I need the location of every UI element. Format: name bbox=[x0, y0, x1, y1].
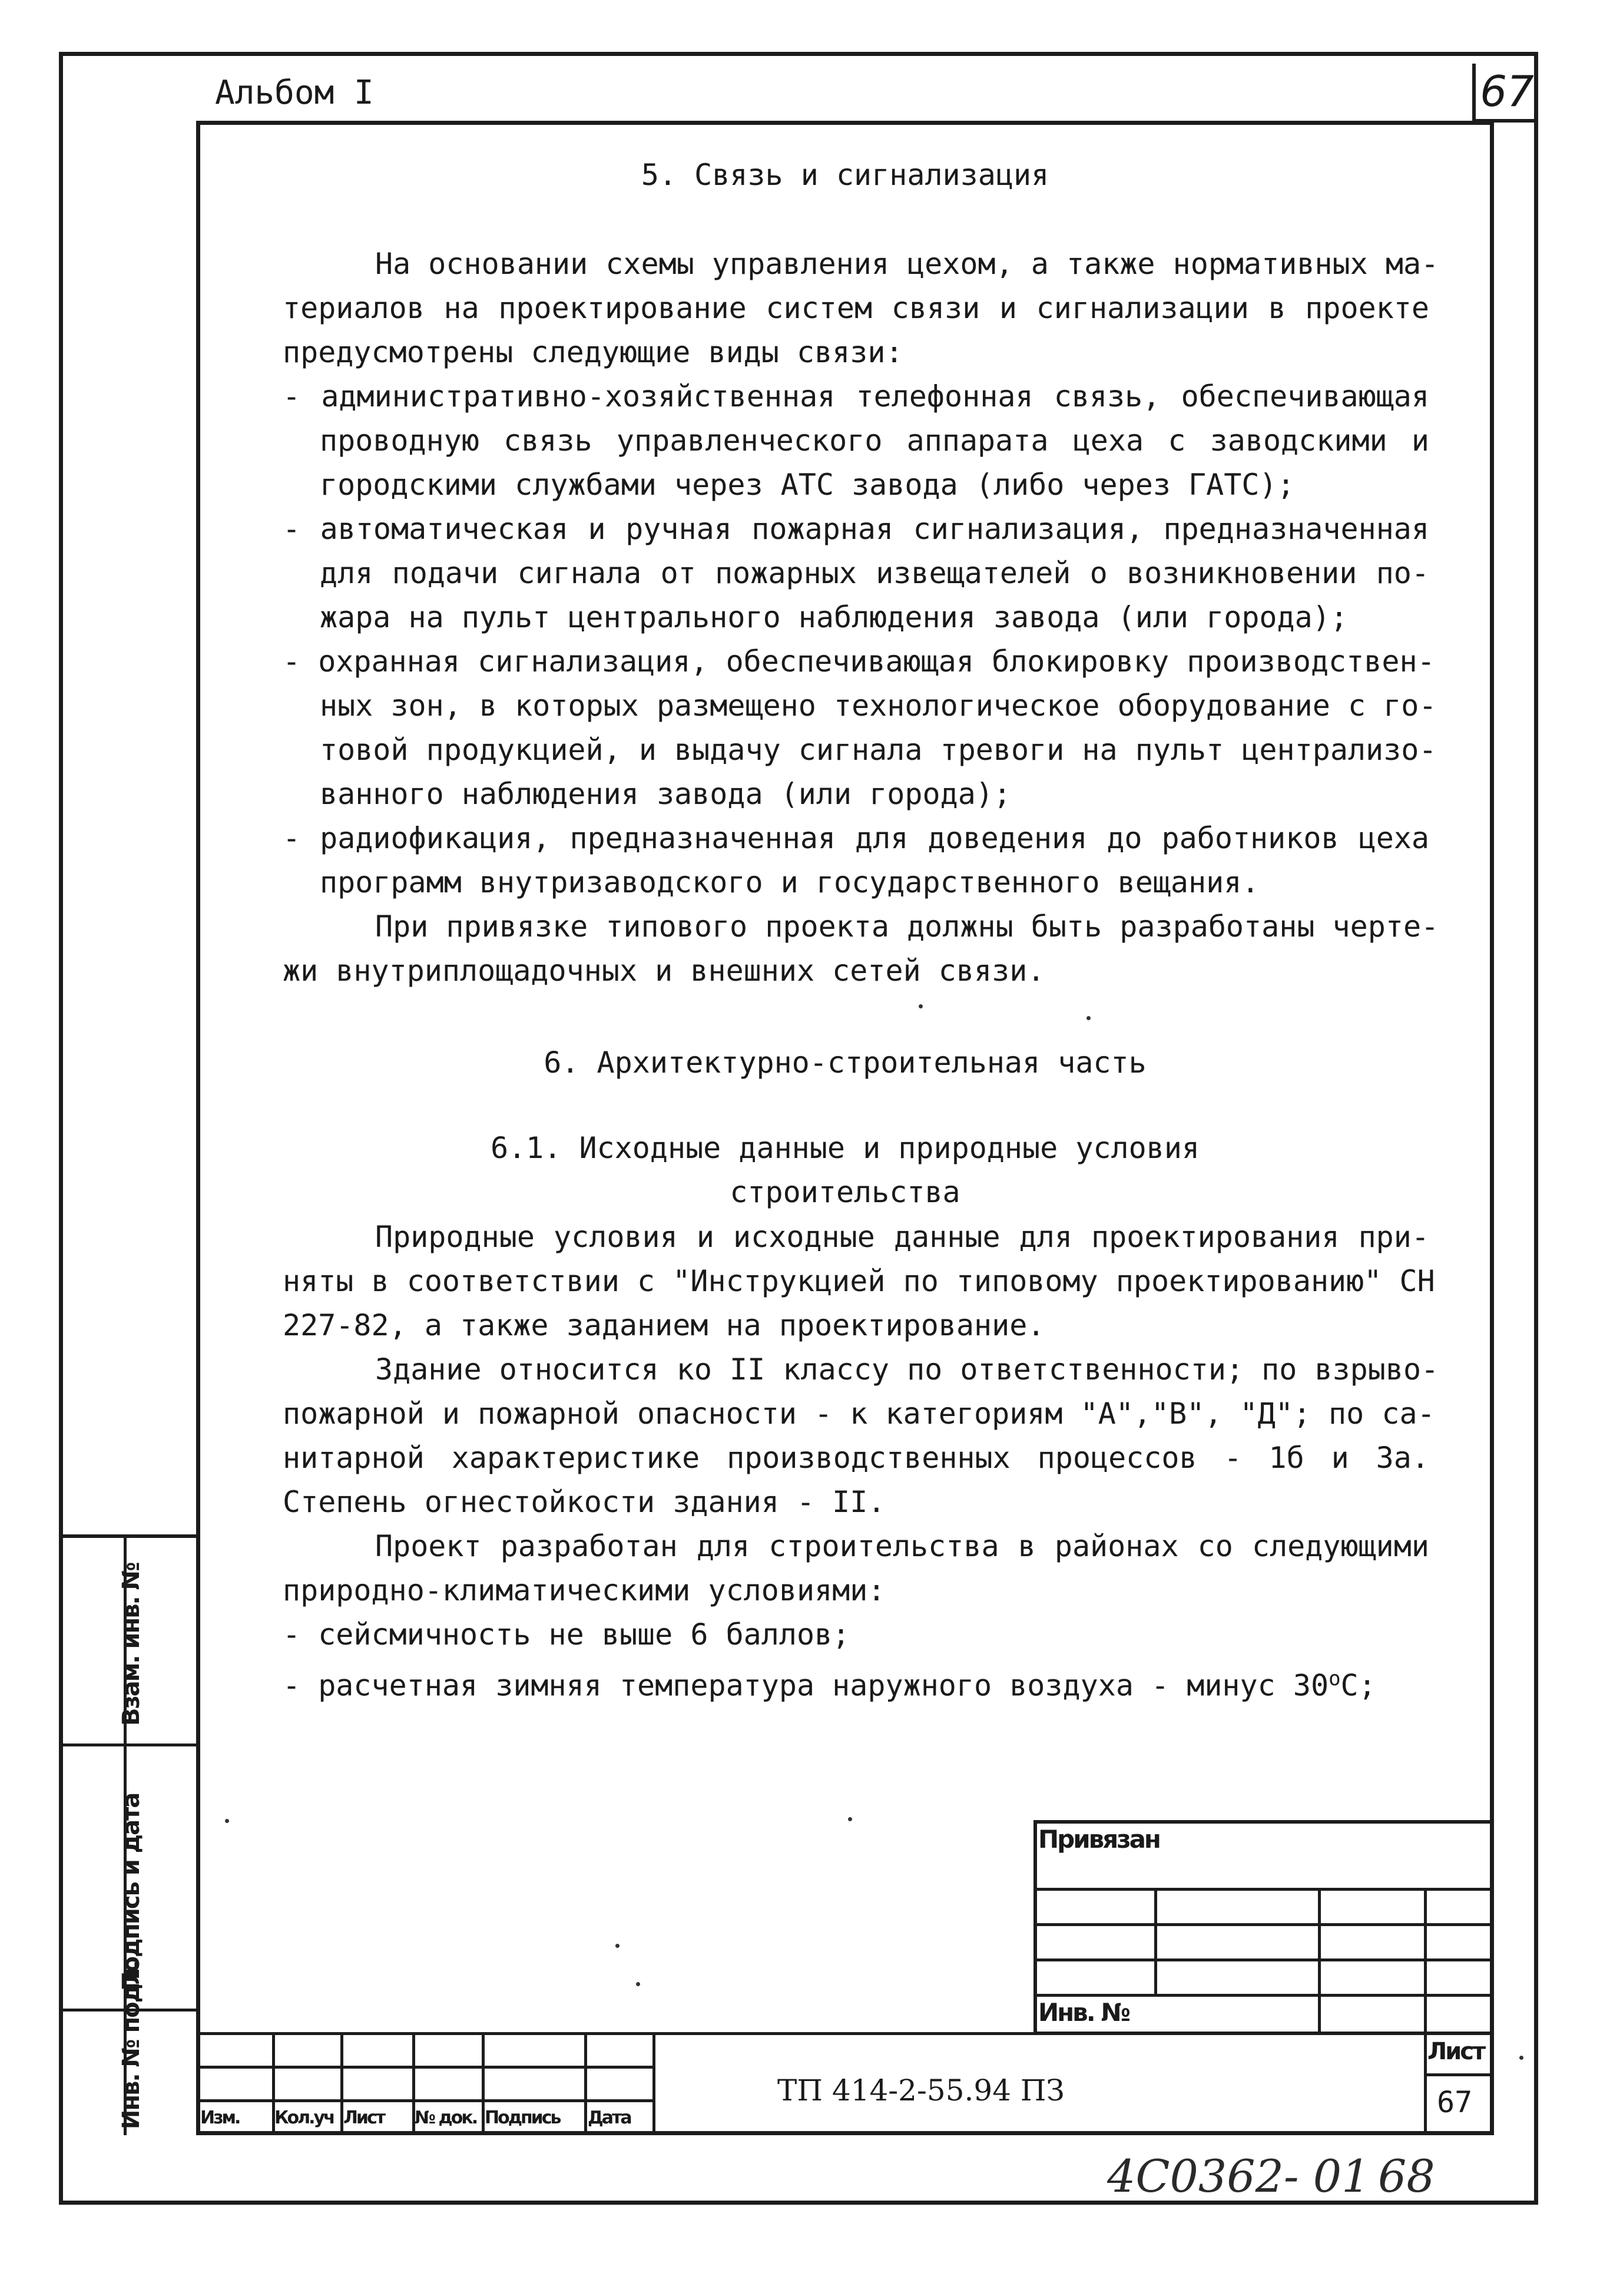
speck bbox=[848, 1817, 852, 1821]
section6-title: 6. Архитектурно-строительная часть bbox=[544, 1046, 1147, 1080]
section5-title: 5. Связь и сигнализация bbox=[641, 158, 1049, 192]
s5-line-7: для подачи сигнала от пожарных извещателей о возникновении по- bbox=[320, 556, 1429, 590]
privyazan-col-line bbox=[1424, 1888, 1427, 2035]
inv-podl-label: Инв. № подл. bbox=[118, 1961, 145, 2129]
speck bbox=[1519, 2056, 1523, 2060]
sheet-row-line bbox=[1424, 2073, 1494, 2076]
s5-line-4: проводную связь управленческого аппарата цеха с заводскими и bbox=[320, 424, 1429, 458]
col-kol-uch: Кол.уч bbox=[274, 2108, 334, 2128]
s6-line-3: Здание относится ко II классу по ответственности; по взрыво- bbox=[375, 1352, 1439, 1387]
sheet-label: Лист bbox=[1427, 2038, 1485, 2065]
speck bbox=[636, 1982, 640, 1986]
s5-line-5: городскими службами через АТС завода (либо через ГАТС); bbox=[320, 468, 1295, 502]
title-block-top-line bbox=[196, 2032, 1494, 2035]
section6-subtitle-1: 6.1. Исходные данные и природные условия bbox=[490, 1131, 1200, 1165]
s6-line-4: пожарной и пожарной опасности - к категориям "А","В", "Д"; по са- bbox=[283, 1397, 1435, 1431]
s5-line-9: - охранная сигнализация, обеспечивающая блокировку производствен- bbox=[283, 644, 1435, 679]
temperature-line-text: - расчетная зимняя температура наружного воздуха - минус 30 bbox=[283, 1668, 1329, 1703]
col-data: Дата bbox=[588, 2108, 631, 2128]
s6-line-7: Проект разработан для строительства в районах со следующими bbox=[375, 1529, 1429, 1563]
s5-line-8: жара на пульт центрального наблюдения завода (или города); bbox=[320, 600, 1348, 634]
podpis-data-label: Подпись и дата bbox=[118, 1793, 145, 1991]
speck bbox=[225, 1819, 229, 1823]
col-podpis: Подпись bbox=[485, 2108, 560, 2128]
document-code: ТП 414-2-55.94 ПЗ bbox=[777, 2073, 1065, 2108]
s5-line-0: На основании схемы управления цехом, а также нормативных ма- bbox=[375, 247, 1439, 281]
privyazan-label: Привязан bbox=[1038, 1825, 1160, 1854]
handwritten-code: 4С0362- 01 bbox=[1107, 2150, 1370, 2202]
speck bbox=[919, 1004, 923, 1008]
s5-line-1: териалов на проектирование систем связи и сигнализации в проекте bbox=[283, 291, 1429, 325]
s5-line-12: ванного наблюдения завода (или города); bbox=[320, 777, 1011, 811]
degree-superscript: о bbox=[1329, 1667, 1341, 1690]
s5-line-15: При привязке типового проекта должны быть разработаны черте- bbox=[375, 909, 1439, 944]
s6-line-0: Природные условия и исходные данные для проектирования при- bbox=[375, 1220, 1429, 1254]
col-n-dok: № док. bbox=[415, 2108, 477, 2128]
privyazan-col-line bbox=[1154, 1888, 1157, 1994]
s5-line-3: - административно-хозяйственная телефонная связь, обеспечивающая bbox=[283, 379, 1429, 413]
s6-line-10 bbox=[283, 1661, 1376, 1703]
privyazan-col-line bbox=[1318, 1888, 1321, 2035]
s5-line-14: программ внутризаводского и государственного вещания. bbox=[320, 865, 1260, 899]
speck bbox=[615, 1944, 620, 1948]
s6-line-2: 227-82, а также заданием на проектирование. bbox=[283, 1308, 1045, 1342]
sheet-col-line bbox=[1424, 2032, 1427, 2135]
handwritten-page: 68 bbox=[1378, 2150, 1435, 2202]
s6-line-5: нитарной характеристике производственных процессов - 1б и 3а. bbox=[283, 1441, 1429, 1475]
s5-line-16: жи внутриплощадочных и внешних сетей связи. bbox=[283, 954, 1045, 988]
s6-line-8: природно-климатическими условиями: bbox=[283, 1573, 886, 1607]
s5-line-2: предусмотрены следующие виды связи: bbox=[283, 335, 903, 369]
side-stamp-row-line bbox=[59, 1743, 200, 1746]
inv-no-label: Инв. № bbox=[1038, 1998, 1129, 2027]
s6-line-9: - сейсмичность не выше 6 баллов; bbox=[283, 1617, 850, 1652]
album-label: Альбом I bbox=[215, 74, 374, 112]
s5-line-6: - автоматическая и ручная пожарная сигнализация, предназначенная bbox=[283, 512, 1429, 546]
sheet-number: 67 bbox=[1437, 2085, 1473, 2119]
col-izm: Изм. bbox=[200, 2108, 240, 2128]
col-list: Лист bbox=[343, 2108, 385, 2128]
revision-col-line bbox=[584, 2032, 587, 2135]
s5-line-10: ных зон, в которых размещено технологическое оборудование с го- bbox=[320, 689, 1437, 723]
s6-line-6: Степень огнестойкости здания - II. bbox=[283, 1485, 886, 1519]
revision-col-line bbox=[652, 2032, 655, 2135]
page-number-box: 67 bbox=[1472, 64, 1538, 123]
vzam-inv-label: Взам. инв. № bbox=[118, 1563, 145, 1726]
temperature-unit: С; bbox=[1340, 1668, 1376, 1703]
section6-subtitle-2: строительства bbox=[730, 1175, 960, 1209]
s5-line-11: товой продукцией, и выдачу сигнала тревоги на пульт централизо- bbox=[320, 733, 1437, 767]
s5-line-13: - радиофикация, предназначенная для доведения до работников цеха bbox=[283, 821, 1429, 855]
s6-line-1: няты в соответствии с "Инструкцией по типовому проектированию" СН bbox=[283, 1264, 1435, 1298]
speck bbox=[1086, 1016, 1091, 1020]
